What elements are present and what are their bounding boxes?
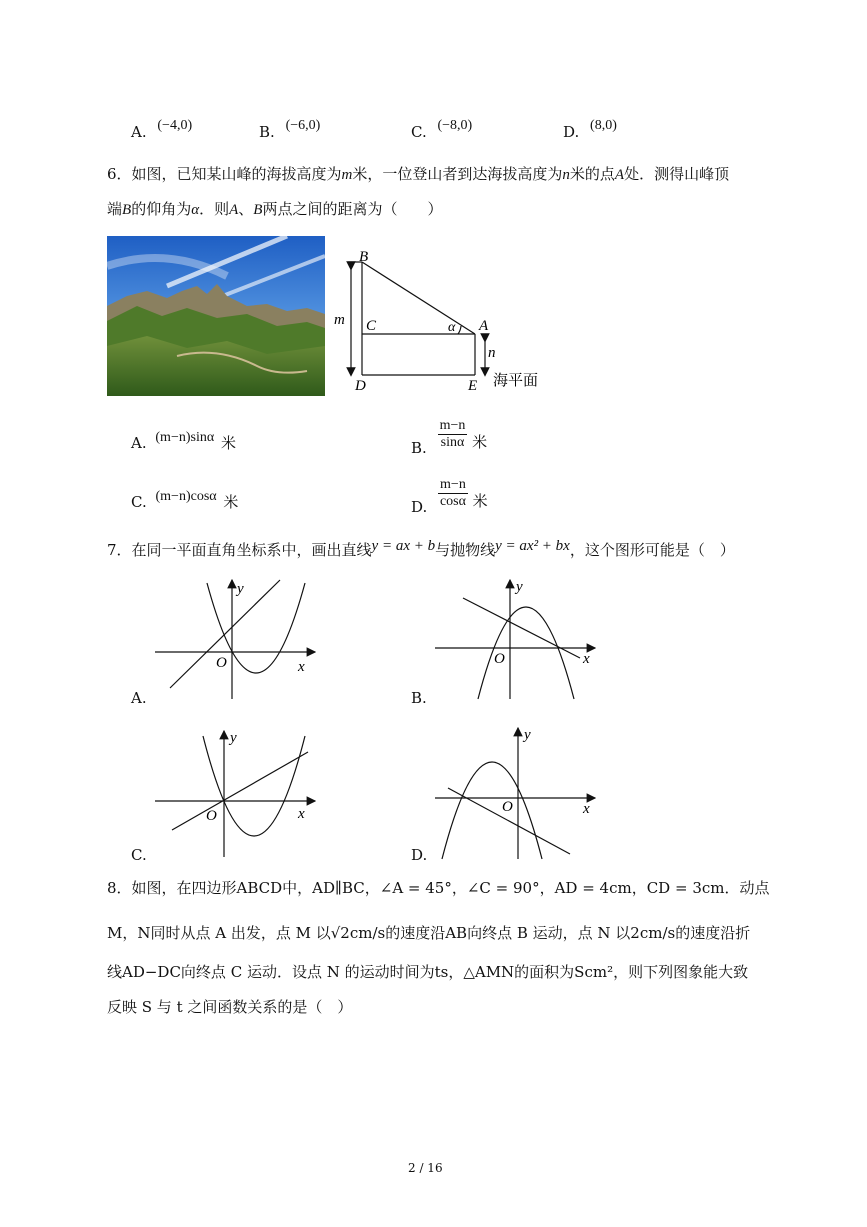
axis-label-y: y bbox=[516, 579, 523, 595]
q7-option-a-label: A. bbox=[131, 689, 147, 707]
axis-label-x: x bbox=[583, 651, 590, 667]
text: 6．如图，已知某山峰的海拔高度为 bbox=[107, 165, 342, 183]
mountain-photo bbox=[107, 236, 325, 396]
axis-label-y: y bbox=[230, 730, 237, 746]
q6-stem-line1 bbox=[107, 164, 729, 185]
option-label: B. bbox=[259, 123, 275, 141]
text: 端 bbox=[107, 200, 123, 218]
text: 两点之间的距离为（ ） bbox=[262, 200, 443, 218]
q6-option-a bbox=[131, 432, 236, 453]
text: ．则 bbox=[199, 200, 230, 218]
label-m: m bbox=[334, 312, 345, 328]
var-b: B bbox=[253, 202, 263, 218]
text: 米，一位登山者到达海拔高度为 bbox=[352, 165, 563, 183]
option-value: (8,0) bbox=[590, 118, 617, 133]
q8-stem-line4: 反映 S 与 t 之间函数关系的是（ ） bbox=[107, 998, 353, 1016]
line-equation: y = ax + b bbox=[371, 538, 436, 554]
option-unit: 米 bbox=[223, 493, 239, 511]
option-value: (−8,0) bbox=[437, 118, 473, 133]
option-fraction bbox=[438, 418, 468, 451]
origin-label: O bbox=[206, 808, 217, 824]
text: 与抛物线 bbox=[435, 541, 496, 559]
axis-label-y: y bbox=[524, 727, 531, 743]
denominator: sinα bbox=[440, 435, 465, 450]
origin-label: O bbox=[502, 799, 513, 815]
text: 7．在同一平面直角坐标系中，画出直线 bbox=[107, 541, 372, 559]
label-n: n bbox=[488, 345, 496, 361]
axis-label-y: y bbox=[237, 581, 244, 597]
axis-label-x: x bbox=[298, 659, 305, 675]
label-a: A bbox=[479, 318, 489, 334]
text: 、 bbox=[238, 200, 254, 218]
var-a: A bbox=[229, 202, 239, 218]
q6-option-b bbox=[411, 418, 488, 457]
q7-graph-d bbox=[430, 725, 605, 860]
q8-stem-line3: 线AD−DC向终点 C 运动．设点 N 的运动时间为ts，△AMN的面积为Scm²，则下列图象能大致 bbox=[107, 963, 749, 981]
label-c: C bbox=[366, 318, 377, 334]
label-b: B bbox=[359, 249, 369, 265]
q7-option-c-label: C. bbox=[131, 846, 147, 864]
q7-graph-a bbox=[150, 575, 325, 700]
text: 的仰角为 bbox=[131, 200, 192, 218]
q7-stem bbox=[107, 540, 735, 561]
option-label: B. bbox=[411, 438, 427, 457]
var-m: m bbox=[341, 167, 353, 183]
text: ，这个图形可能是（ ） bbox=[569, 541, 735, 559]
option-label: D. bbox=[563, 123, 580, 141]
q5-option-c bbox=[411, 118, 473, 142]
origin-label: O bbox=[216, 655, 227, 671]
option-label: C. bbox=[131, 493, 147, 511]
option-expr: (m−n)sinα bbox=[155, 430, 215, 445]
parabola-equation: y = ax² + bx bbox=[495, 538, 570, 554]
q6-figure bbox=[330, 244, 560, 394]
numerator: m−n bbox=[439, 418, 466, 433]
option-unit: 米 bbox=[220, 434, 236, 452]
axis-label-x: x bbox=[583, 801, 590, 817]
option-value: (−6,0) bbox=[285, 118, 321, 133]
option-fraction bbox=[438, 477, 468, 510]
text: 米的点 bbox=[569, 165, 615, 183]
option-expr: (m−n)cosα bbox=[155, 489, 217, 504]
option-unit: 米 bbox=[472, 491, 488, 510]
q5-option-a bbox=[131, 118, 193, 142]
q7-graph-b bbox=[430, 575, 605, 700]
text: 处．测得山峰顶 bbox=[624, 165, 730, 183]
var-alpha: α bbox=[191, 202, 200, 218]
axis-label-x: x bbox=[298, 806, 305, 822]
q8-stem-line1: 8．如图，在四边形ABCD中，AD∥BC，∠A = 45°，∠C = 90°，AD = 4cm，CD = 3cm．动点 bbox=[107, 879, 770, 897]
option-label: D. bbox=[411, 497, 428, 516]
var-a: A bbox=[614, 167, 625, 183]
option-unit: 米 bbox=[472, 432, 488, 451]
q6-option-d bbox=[411, 477, 488, 516]
page-number: 2 / 16 bbox=[408, 1161, 443, 1175]
numerator: m−n bbox=[440, 477, 466, 492]
label-sea-level: 海平面 bbox=[493, 371, 539, 389]
denominator: cosα bbox=[439, 494, 466, 509]
label-d: D bbox=[355, 378, 366, 394]
label-alpha: α bbox=[448, 320, 456, 335]
q7-option-b-label: B. bbox=[411, 689, 427, 707]
q5-option-d bbox=[563, 118, 617, 142]
option-label: A. bbox=[131, 123, 147, 141]
option-label: A. bbox=[131, 434, 147, 452]
q6-option-c bbox=[131, 491, 238, 512]
q5-option-b bbox=[259, 118, 321, 142]
var-n: n bbox=[562, 167, 570, 183]
q7-graph-c bbox=[150, 728, 325, 858]
var-b: B bbox=[122, 202, 132, 218]
q6-stem-line2 bbox=[107, 199, 442, 220]
origin-label: O bbox=[494, 651, 505, 667]
q7-option-d-label: D. bbox=[411, 846, 428, 864]
option-value: (−4,0) bbox=[157, 118, 193, 133]
q8-stem-line2: M，N同时从点 A 出发，点 M 以√2cm/s的速度沿AB向终点 B 运动，点 N 以2cm/s的速度沿折 bbox=[107, 924, 751, 942]
option-label: C. bbox=[411, 123, 427, 141]
label-e: E bbox=[468, 378, 478, 394]
